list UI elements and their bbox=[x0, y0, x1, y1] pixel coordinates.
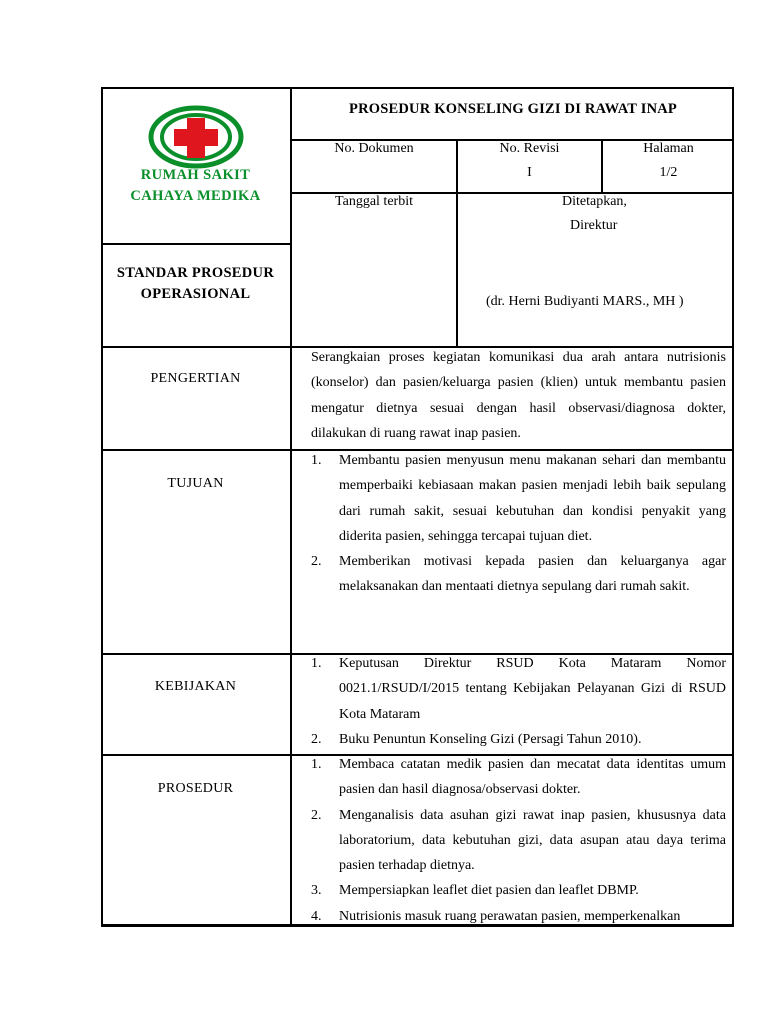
list-number: 2. bbox=[311, 807, 322, 823]
sop-label-line2: OPERASIONAL bbox=[140, 286, 251, 302]
list-item-text: Buku Penuntun Konseling Gizi (Persagi Tahun 2010). bbox=[339, 731, 642, 747]
section-label-kebijakan: KEBIJAKAN bbox=[154, 679, 237, 694]
list-item-text: Keputusan Direktur RSUD Kota Mataram Nomor 0021.1/RSUD/I/2015 tentang Kebijakan Pelayanan Gizi di RSUD Kota Mataram bbox=[339, 656, 726, 722]
page-label: Halaman bbox=[643, 141, 694, 156]
list-number: 4. bbox=[311, 908, 322, 923]
hospital-cross-logo-icon bbox=[101, 103, 290, 169]
page-value: 1/2 bbox=[659, 165, 678, 180]
row-divider bbox=[101, 243, 292, 245]
revision-label: No. Revisi bbox=[499, 141, 560, 156]
pengertian-text: Serangkaian proses kegiatan komunikasi dua arah antara nutrisionis (konselor) dan pasien/keluarga pasien (klien) untuk membantu pasien mengatur dietnya sesuai dengan hasil observasi/diagnosa dokter, dilakukan di ruang rawat inap pasien. bbox=[311, 350, 726, 441]
list-item bbox=[299, 803, 726, 879]
list-item-text: Membantu pasien menyusun menu makanan sehari dan membantu memperbaiki kebiasaan makan pasien menjadi lebih baik sepulang dari rumah sakit, sesuai kebutuhan dan kondisi penyakit yang diderita pasien, sehingga tercapai tujuan diet. bbox=[339, 453, 726, 544]
list-number: 1. bbox=[311, 757, 322, 772]
sop-document bbox=[101, 87, 734, 927]
list-item bbox=[299, 904, 726, 923]
list-number: 1. bbox=[311, 656, 322, 671]
section-label-pengertian: PENGERTIAN bbox=[150, 371, 241, 386]
list-item-text: Nutrisionis masuk ruang perawatan pasien, memperkenalkan bbox=[339, 908, 681, 923]
tujuan-list bbox=[299, 448, 726, 600]
kebijakan-list bbox=[299, 651, 726, 752]
hospital-name bbox=[101, 165, 290, 207]
list-item-text: Memberikan motivasi kepada pasien dan keluarganya agar melaksanakan dan mentaati dietnya sepulang dari rumah sakit. bbox=[339, 554, 726, 595]
approved-label: Ditetapkan, bbox=[562, 194, 627, 209]
list-number: 3. bbox=[311, 883, 322, 899]
sop-label-line1: STANDAR PROSEDUR bbox=[116, 265, 275, 281]
list-item bbox=[299, 727, 726, 752]
hospital-logo bbox=[101, 103, 290, 169]
document-title: PROSEDUR KONSELING GIZI DI RAWAT INAP bbox=[349, 101, 677, 117]
list-item bbox=[299, 755, 726, 803]
list-item-text: Menganalisis data asuhan gizi rawat inap pasien, khususnya data laboratorium, data kebutuhan gizi, data asupan atau daya terima pasien terhadap dietnya. bbox=[339, 807, 726, 874]
list-number: 2. bbox=[311, 731, 322, 747]
prosedur-cell bbox=[292, 755, 732, 923]
list-item bbox=[299, 448, 726, 549]
list-item-text: Mempersiapkan leaflet diet pasien dan leaflet DBMP. bbox=[339, 883, 639, 899]
approver-name: (dr. Herni Budiyanti MARS., MH ) bbox=[486, 294, 684, 309]
hospital-name-line2: CAHAYA MEDIKA bbox=[130, 188, 261, 204]
list-item bbox=[299, 878, 726, 903]
list-item bbox=[299, 651, 726, 727]
list-number: 1. bbox=[311, 453, 322, 468]
hospital-name-line1: RUMAH SAKIT bbox=[140, 167, 251, 183]
sop-label bbox=[101, 263, 290, 305]
doc-number-label: No. Dokumen bbox=[334, 141, 414, 156]
list-number: 2. bbox=[311, 554, 322, 570]
list-item-text: Membaca catatan medik pasien dan mecatat data identitas umum pasien dan hasil diagnosa/observasi dokter. bbox=[339, 757, 726, 798]
revision-value: I bbox=[527, 165, 532, 180]
issue-date-label: Tanggal terbit bbox=[335, 194, 413, 209]
section-label-tujuan: TUJUAN bbox=[167, 476, 224, 491]
cell-divider bbox=[456, 193, 458, 347]
prosedur-list bbox=[299, 755, 726, 923]
section-label-prosedur: PROSEDUR bbox=[157, 781, 234, 796]
list-item bbox=[299, 549, 726, 600]
approver-role: Direktur bbox=[570, 218, 618, 233]
